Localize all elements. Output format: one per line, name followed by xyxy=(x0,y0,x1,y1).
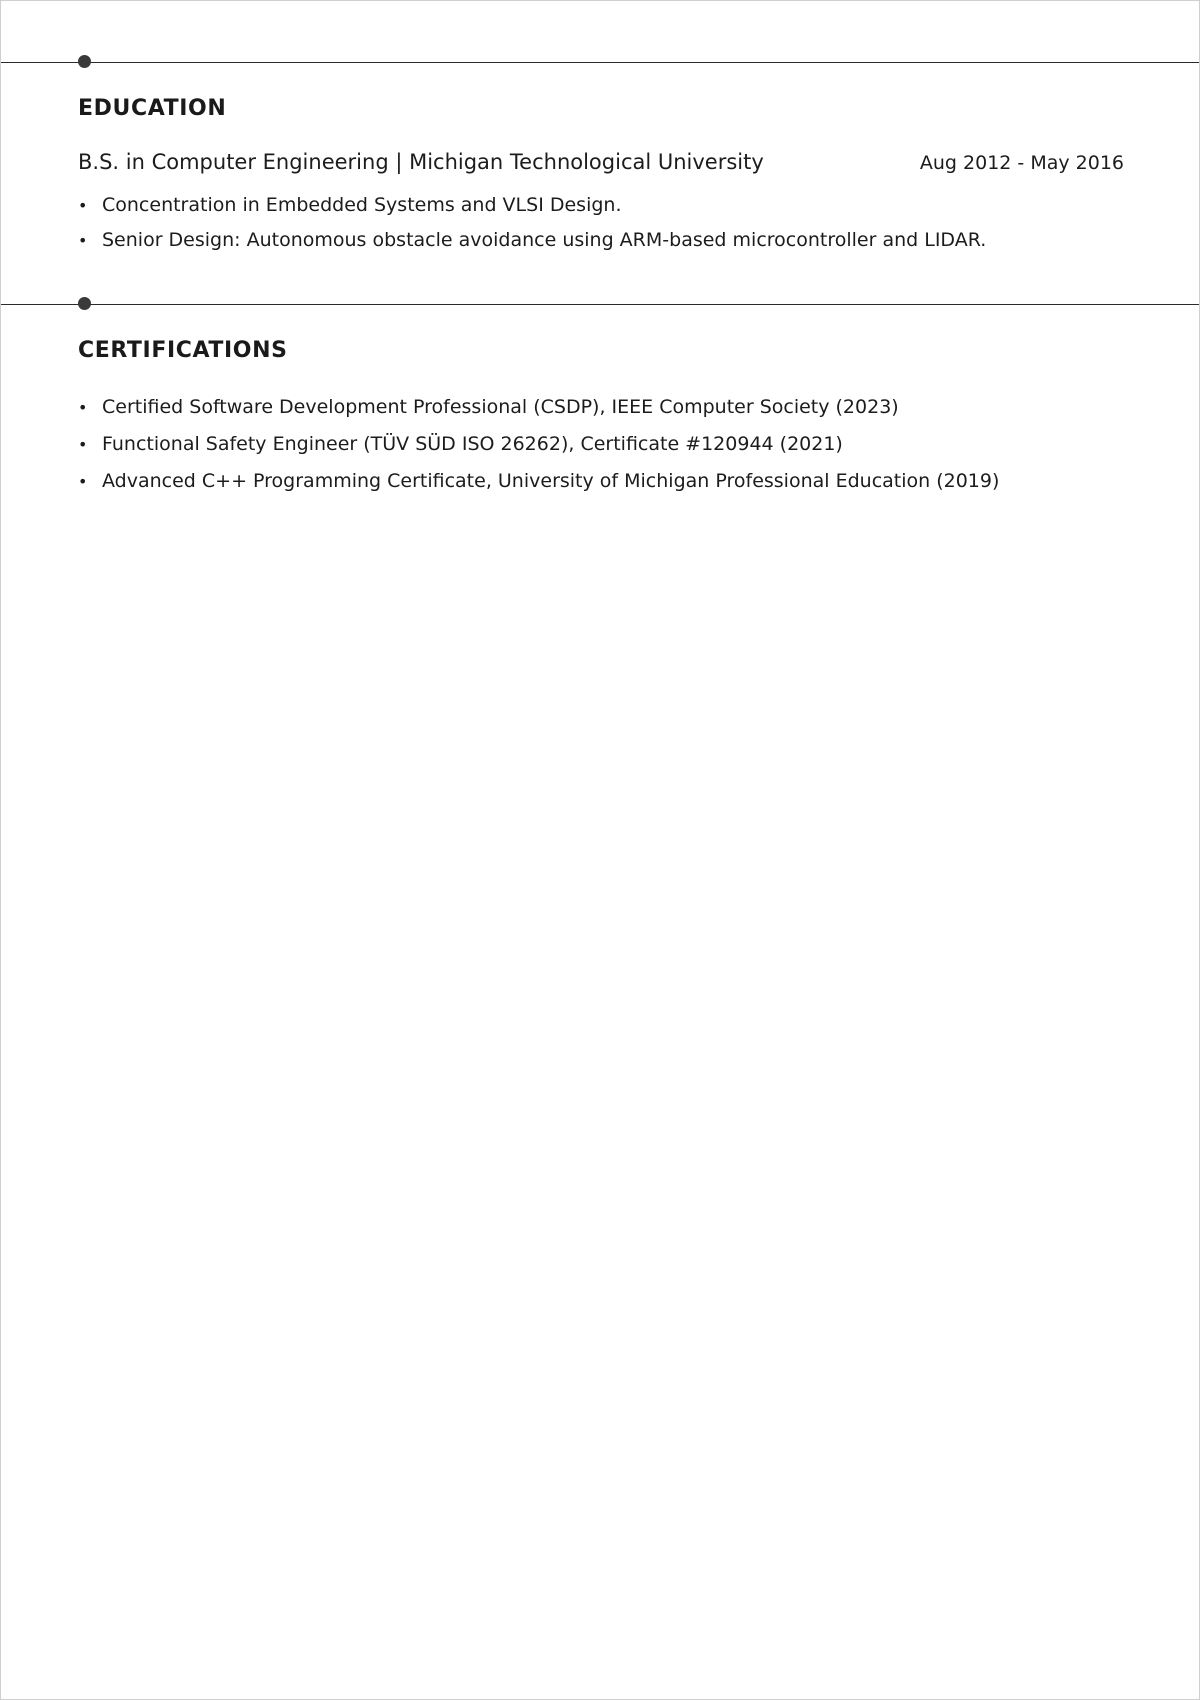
list-item xyxy=(78,463,1138,500)
bullet-icon: • xyxy=(78,231,88,250)
certification-text: Certified Software Development Professional (CSDP), IEEE Computer Society (2023) xyxy=(102,396,899,418)
list-item xyxy=(78,188,1138,223)
education-entry xyxy=(78,150,1124,180)
section-marker-dot xyxy=(78,55,91,68)
certifications-heading: CERTIFICATIONS xyxy=(78,338,288,363)
certification-text: Advanced C++ Programming Certificate, University of Michigan Professional Education (2019) xyxy=(102,470,1000,492)
degree-title: B.S. in Computer Engineering | Michigan Technological University xyxy=(78,150,764,174)
bullet-icon: • xyxy=(78,398,88,417)
bullet-icon: • xyxy=(78,435,88,454)
education-heading: EDUCATION xyxy=(78,96,227,121)
section-divider xyxy=(1,304,1199,305)
certification-text: Functional Safety Engineer (TÜV SÜD ISO 26262), Certificate #120944 (2021) xyxy=(102,433,843,455)
education-bullet-text: Concentration in Embedded Systems and VLSI Design. xyxy=(102,194,622,216)
list-item xyxy=(78,426,1138,463)
education-bullet-list xyxy=(78,188,1138,258)
certifications-bullet-list xyxy=(78,389,1138,500)
bullet-icon: • xyxy=(78,196,88,215)
section-marker-dot xyxy=(78,297,91,310)
list-item xyxy=(78,389,1138,426)
section-divider xyxy=(1,62,1199,63)
bullet-icon: • xyxy=(78,472,88,491)
degree-dates: Aug 2012 - May 2016 xyxy=(919,152,1124,174)
education-bullet-text: Senior Design: Autonomous obstacle avoidance using ARM-based microcontroller and LIDAR. xyxy=(102,229,987,251)
list-item xyxy=(78,223,1138,258)
